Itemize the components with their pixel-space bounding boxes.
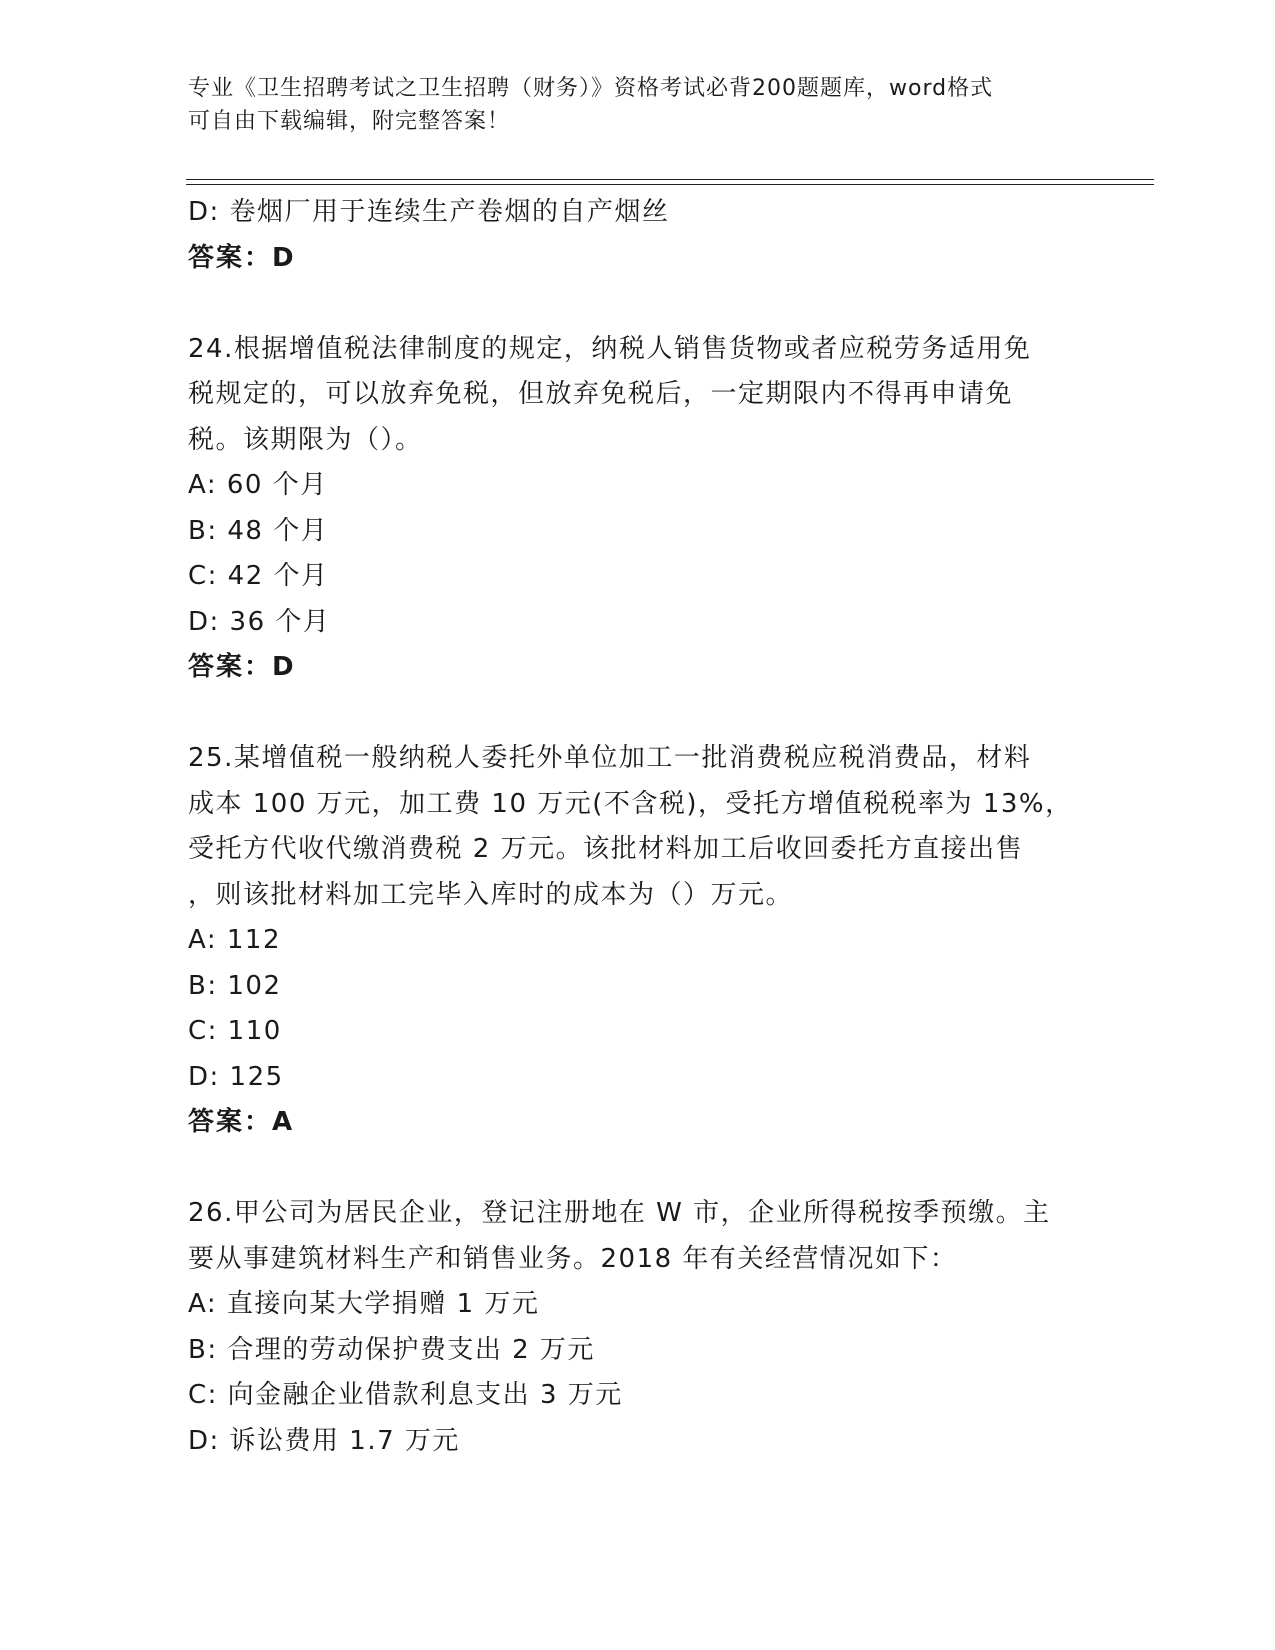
question-stem-line: ，则该批材料加工完毕入库时的成本为（）万元。: [188, 879, 794, 910]
option-d: D: 36 个月: [188, 606, 331, 637]
prev-option-d: D: 卷烟厂用于连续生产卷烟的自产烟丝: [188, 197, 670, 227]
header-rule-bottom: [186, 184, 1154, 185]
prev-answer: 答案：D: [188, 242, 296, 273]
option-b: B: 合理的劳动保护费支出 2 万元: [188, 1334, 595, 1365]
option-c: C: 110: [188, 1016, 282, 1046]
question-25: [188, 736, 1088, 1146]
question-stem-line: 受托方代收代缴消费税 2 万元。该批材料加工后收回委托方直接出售: [188, 834, 1024, 864]
header-rule-top: [186, 179, 1154, 180]
question-stem-line: 税。该期限为（）。: [188, 424, 423, 455]
question-stem-line: 成本 100 万元，加工费 10 万元(不含税)，受托方增值税税率为 13%，: [188, 788, 1073, 819]
header-line-2: 可自由下载编辑，附完整答案！: [188, 109, 511, 134]
question-stem-line: 税规定的，可以放弃免税，但放弃免税后，一定期限内不得再申请免: [188, 379, 1014, 409]
option-a: A: 60 个月: [188, 470, 328, 500]
question-stem-line: 24.根据增值税法律制度的规定，纳税人销售货物或者应税劳务适用免: [188, 333, 1032, 364]
question-stem-line: 26.甲公司为居民企业，登记注册地在 W 市，企业所得税按季预缴。主: [188, 1198, 1051, 1228]
question-24: [188, 327, 1088, 691]
answer: 答案：D: [188, 652, 296, 682]
option-d: D: 125: [188, 1061, 284, 1092]
option-b: B: 48 个月: [188, 515, 329, 546]
option-a: A: 直接向某大学捐赠 1 万元: [188, 1289, 540, 1319]
option-a: A: 112: [188, 925, 281, 955]
option-c: C: 42 个月: [188, 561, 329, 591]
option-d: D: 诉讼费用 1.7 万元: [188, 1425, 460, 1456]
option-b: B: 102: [188, 970, 282, 1001]
document-header: [188, 72, 1068, 138]
document-body: [188, 190, 1088, 1464]
header-line-1: 专业《卫生招聘考试之卫生招聘（财务）》资格考试必背200题题库，word格式: [188, 76, 994, 101]
question-26: [188, 1191, 1088, 1464]
question-stem-line: 要从事建筑材料生产和销售业务。2018 年有关经营情况如下：: [188, 1243, 958, 1274]
option-c: C: 向金融企业借款利息支出 3 万元: [188, 1380, 623, 1410]
question-stem-line: 25.某增值税一般纳税人委托外单位加工一批消费税应税消费品，材料: [188, 743, 1032, 773]
answer: 答案：A: [188, 1107, 295, 1137]
